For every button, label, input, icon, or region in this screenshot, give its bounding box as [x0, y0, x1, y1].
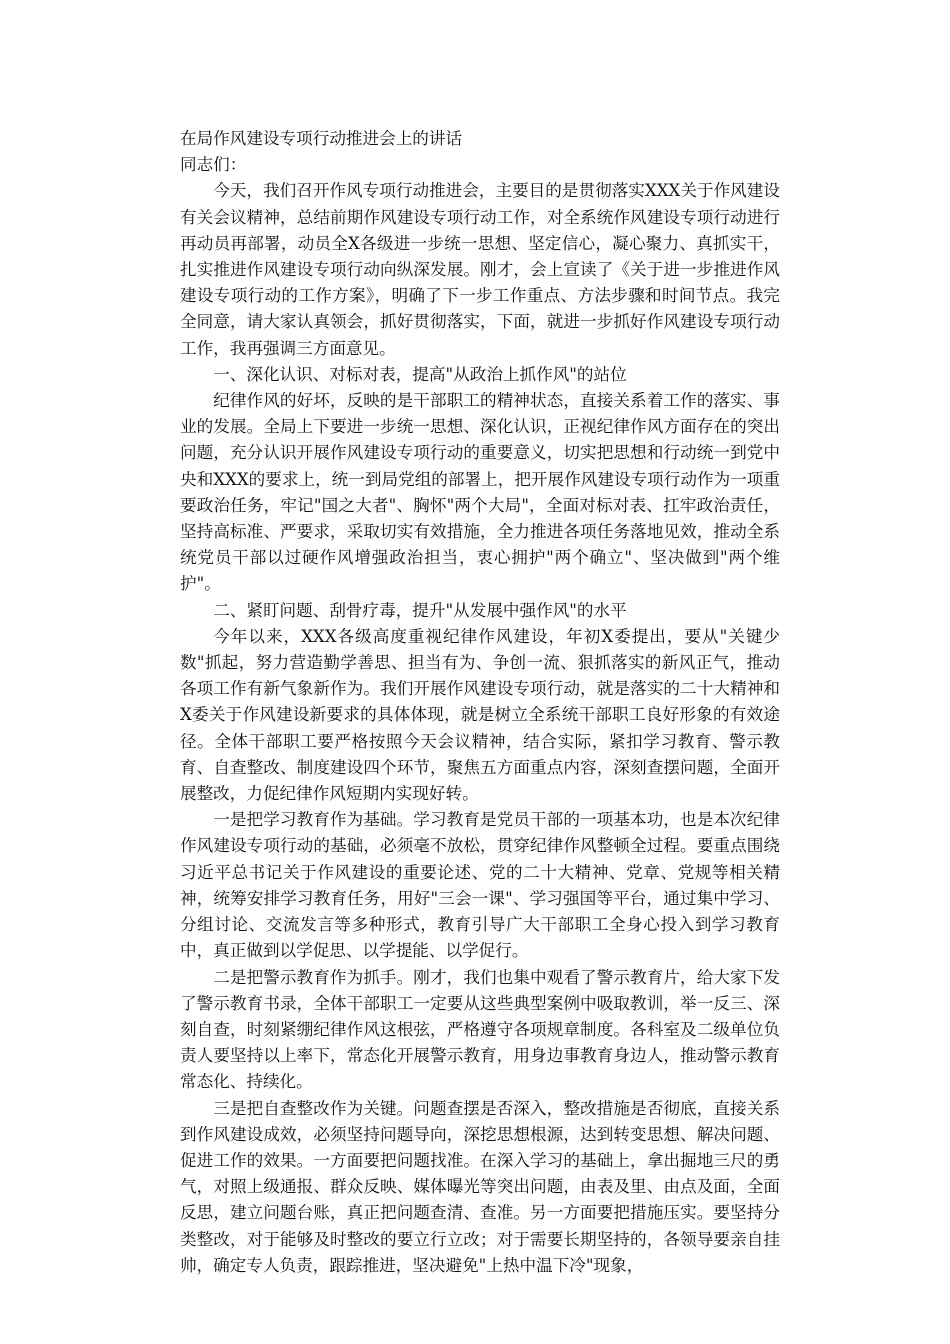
document-page [180, 126, 780, 1279]
section-2-paragraph: 今年以来，XXX各级高度重视纪律作风建设，年初X委提出，要从"关键少数"抓起，努力营造勤学善思、担当有为、争创一流、狠抓落实的新风正气，推动各项工作有新气象新作为。我们开展作风建设专项行动，就是落实的二十大精神和X委关于作风建设新要求的具体体现，就是树立全系统干部职工良好形象的有效途径。全体干部职工要严格按照今天会议精神，结合实际，紧扣学习教育、警示教育、自查整改、制度建设四个环节，聚焦五方面重点内容，深刻查摆问题，全面开展整改，力促纪律作风短期内实现好转。 [180, 626, 780, 804]
intro-paragraph: 今天，我们召开作风专项行动推进会，主要目的是贯彻落实XXX关于作风建设有关会议精神，总结前期作风建设专项行动工作，对全系统作风建设专项行动进行再动员再部署，动员全X各级进一步统一思想、坚定信心，凝心聚力、真抓实干，扎实推进作风建设专项行动向纵深发展。刚才，会上宣读了《关于进一步推进作风建设专项行动的工作方案》，明确了下一步工作重点、方法步骤和时间节点。我完全同意，请大家认真领会，抓好贯彻落实，下面，就进一步抓好作风建设专项行动工作，我再强调三方面意见。 [180, 181, 780, 358]
point-1-paragraph: 一是把学习教育作为基础。学习教育是党员干部的一项基本功，也是本次纪律作风建设专项行动的基础，必须毫不放松，贯穿纪律作风整顿全过程。要重点围绕习近平总书记关于作风建设的重要论述、党的二十大精神、党章、党规等相关精神，统筹安排学习教育任务，用好"三会一课"、学习强国等平台，通过集中学习、分组讨论、交流发言等多种形式，教育引导广大干部职工全身心投入到学习教育中，真正做到以学促思、以学提能、以学促行。 [180, 810, 780, 961]
document-title: 在局作风建设专项行动推进会上的讲话 [180, 129, 463, 148]
point-3-paragraph: 三是把自查整改作为关键。问题查摆是否深入，整改措施是否彻底，直接关系到作风建设成效，必须坚持问题导向，深挖思想根源，达到转变思想、解决问题、促进工作的效果。一方面要把问题找准。在深入学习的基础上，拿出掘地三尺的勇气，对照上级通报、群众反映、媒体曝光等突出问题，由表及里、由点及面，全面反思，建立问题台账，真正把问题查清、查准。另一方面要把措施压实。要坚持分类整改，对于能够及时整改的要立行立改；对于需要长期坚持的，各领导要亲自挂帅，确定专人负责，跟踪推进，坚决避免"上热中温下冷"现象， [180, 1098, 780, 1275]
section-2-heading: 二、紧盯问题、刮骨疗毒，提升"从发展中强作风"的水平 [213, 600, 627, 620]
section-1-paragraph: 纪律作风的好坏，反映的是干部职工的精神状态，直接关系着工作的落实、事业的发展。全局上下要进一步统一思想、深化认识，正视纪律作风方面存在的突出问题，充分认识开展作风建设专项行动的重要意义，切实把思想和行动统一到党中央和XXX的要求上，统一到局党组的部署上，把开展作风建设专项行动作为一项重要政治任务，牢记"国之大者"、胸怀"两个大局"，全面对标对表、扛牢政治责任，坚持高标准、严要求，采取切实有效措施，全力推进各项任务落地见效，推动全系统党员干部以过硬作风增强政治担当，衷心拥护"两个确立"、坚决做到"两个维护"。 [180, 391, 780, 594]
salutation: 同志们： [180, 155, 247, 175]
section-1-heading: 一、深化认识、对标对表，提高"从政治上抓作风"的站位 [213, 364, 627, 384]
point-2-paragraph: 二是把警示教育作为抓手。刚才，我们也集中观看了警示教育片，给大家下发了警示教育书录，全体干部职工一定要从这些典型案例中吸取教训，举一反三、深刻自查，时刻紧绷纪律作风这根弦，严格遵守各项规章制度。各科室及二级单位负责人要坚持以上率下，常态化开展警示教育，用身边事教育身边人，推动警示教育常态化、持续化。 [180, 967, 780, 1092]
